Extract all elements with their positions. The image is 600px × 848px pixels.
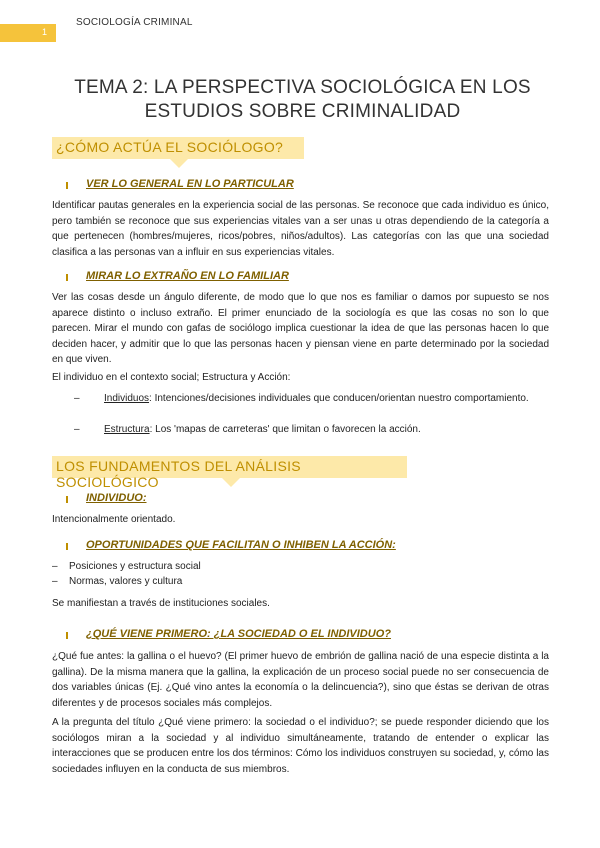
section-heading-banner [52,456,407,490]
subheading [68,178,294,190]
subheading [68,270,289,282]
list-text: : Intenciones/decisiones individuales que conducen/orientan nuestro comportamiento. [149,393,529,404]
list-item-content [104,391,549,407]
list-term: Individuos [104,393,150,404]
banner-arrow-icon [222,478,240,487]
subheading [68,492,147,504]
list-text: Posiciones y estructura social [69,561,201,572]
paragraph: Identificar pautas generales en la experiencia social de las personas. Se reconoce que cada individuo es único, pero también se reconoce que sus experiencias vitales van a ser unas u otras dependiendo de la categoría a que pertenecen (hombres/mujeres, ricos/pobres, niños/adultos). Las categorías con las que una sociedad clasifica a las personas van a influir en sus experiencias vitales. [52,200,549,258]
subheading-text: ¿QUÉ VIENE PRIMERO: ¿LA SOCIEDAD O EL INDIVIDUO? [86,628,391,640]
bullet-icon [66,543,68,550]
paragraph: El individuo en el contexto social; Estructura y Acción: [52,372,291,383]
list-text: : Los 'mapas de carreteras' que limitan o favorecen la acción. [149,424,421,435]
title-line-2: ESTUDIOS SOBRE CRIMINALIDAD [144,101,461,122]
paragraph: A la pregunta del título ¿Qué viene primero: la sociedad o el individuo?; se puede responder diciendo que los sociólogos miran a la sociedad y al individuo simultáneamente, tratando de entender o explicar las interacciones que se producen entre los dos términos: Cómo los individuos construyen su sociedad, y, cómo las sociedades influyen en la conducta de sus miembros. [52,717,549,775]
page-number-tab [0,24,56,42]
list-item [52,559,201,575]
list-dash: – [74,424,80,435]
subheading-text: MIRAR LO EXTRAÑO EN LO FAMILIAR [86,270,289,282]
list-dash: – [52,576,58,587]
list-dash: – [74,393,80,404]
bullet-icon [66,274,68,281]
subheading [68,539,396,551]
subheading-text: INDIVIDUO: [86,492,147,504]
list-text: Normas, valores y cultura [69,576,183,587]
paragraph: Intencionalmente orientado. [52,514,176,525]
bullet-icon [66,496,68,503]
subheading-text: OPORTUNIDADES QUE FACILITAN O INHIBEN LA ACCIÓN: [86,539,396,551]
list-item-content [104,422,549,438]
section-heading-banner [52,137,304,159]
page-number: 1 [42,27,48,37]
paragraph: Se manifiestan a través de instituciones sociales. [52,598,270,609]
document-title [40,76,565,124]
list-term: Estructura [104,424,150,435]
paragraph: ¿Qué fue antes: la gallina o el huevo? (El primer huevo de embrión de gallina nació de una especie distinta a la gallina). De la misma manera que la gallina, la explicación de un proceso social puede no ser consecuencia de dos variables únicas (Ej. ¿Qué vino antes la economía o la delincuencia?), sino que éstas se derivan de otras diferentes y de procesos sociales más complejos. [52,651,549,709]
bullet-icon [66,632,68,639]
list-dash: – [52,561,58,572]
bullet-icon [66,182,68,189]
list-item [52,391,549,407]
paragraph: Ver las cosas desde un ángulo diferente, de modo que lo que nos es familiar o damos por supuesto se nos aparece distinto o incluso extraño. El primer enunciado de la sociología es que las cosas no son lo que parecen. Mirar el mundo con gafas de sociólogo implica cuestionar la idea de que las personas hacen lo que deciden hacer, y admitir que lo que las personas hacen y piensan viene en parte determinado por la sociedad en que viven. [52,292,549,365]
subheading [68,628,391,640]
title-line-1: TEMA 2: LA PERSPECTIVA SOCIOLÓGICA EN LOS [74,77,531,98]
list-item [52,574,182,590]
running-header: SOCIOLOGÍA CRIMINAL [76,17,193,28]
subheading-text: VER LO GENERAL EN LO PARTICULAR [86,178,294,190]
section-heading: ¿CÓMO ACTÚA EL SOCIÓLOGO? [56,139,284,155]
list-item [52,422,549,438]
section-heading: LOS FUNDAMENTOS DEL ANÁLISIS SOCIOLÓGICO [56,458,301,490]
banner-arrow-icon [170,159,188,168]
